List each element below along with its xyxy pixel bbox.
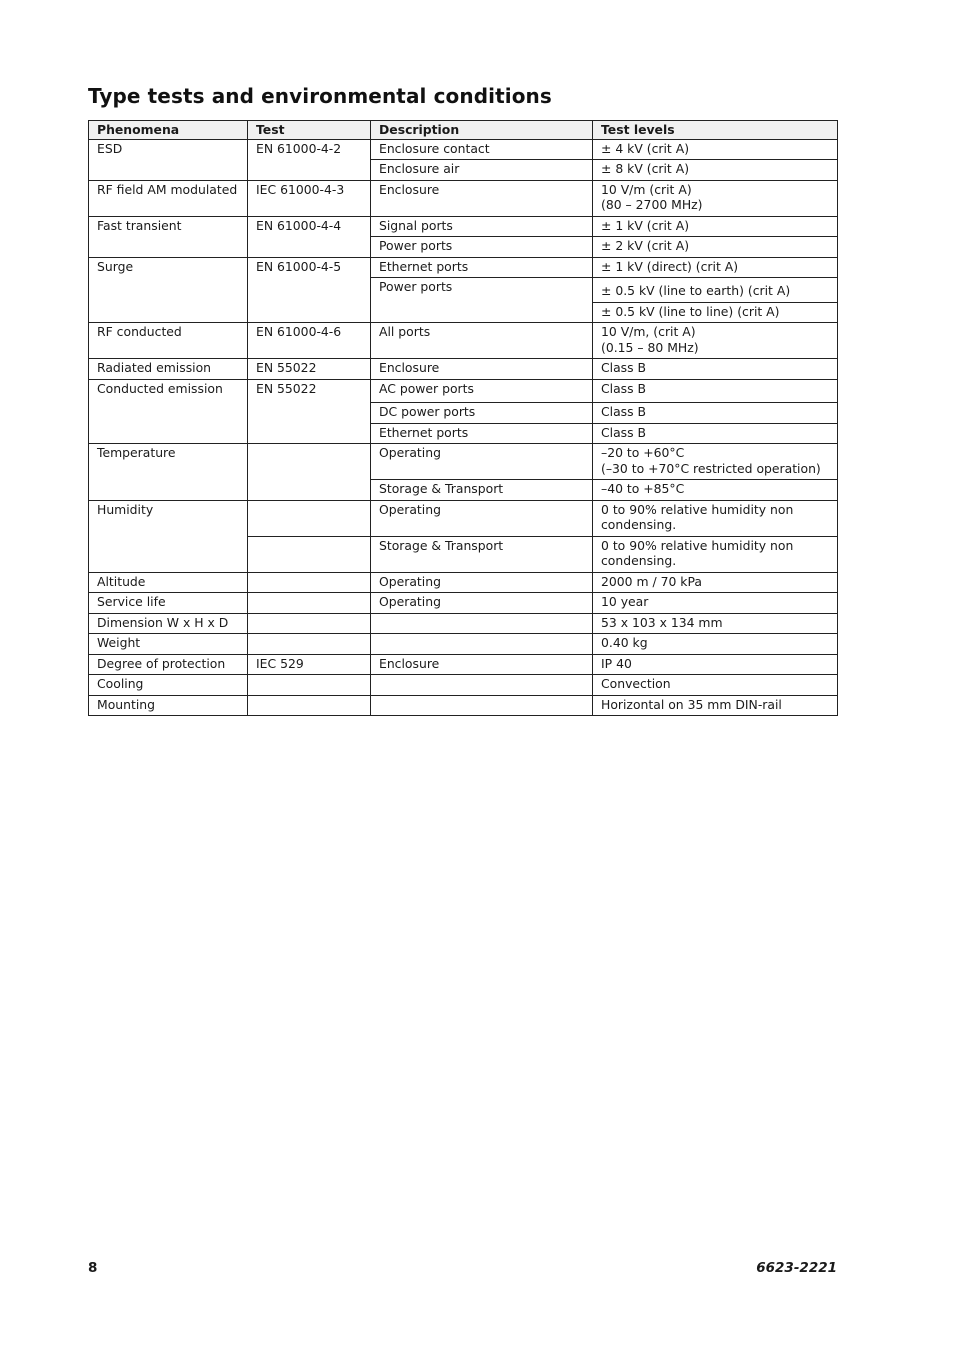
- description-cell: Ethernet ports: [371, 423, 593, 444]
- table-row: [89, 675, 838, 696]
- test-level-cell: ± 1 kV (crit A): [593, 216, 838, 237]
- table-row: [89, 359, 838, 380]
- header-row: [89, 121, 838, 140]
- test-level-cell: 53 x 103 x 134 mm: [593, 613, 838, 634]
- header-test-levels: Test levels: [593, 121, 838, 140]
- description-cell: [371, 695, 593, 716]
- test-cell: [248, 500, 371, 536]
- test-cell: [248, 593, 371, 614]
- test-level-cell: ± 0.5 kV (line to line) (crit A): [593, 302, 838, 323]
- table-row: [89, 216, 838, 237]
- test-level-cell: Class B: [593, 403, 838, 424]
- description-cell: Power ports: [371, 278, 593, 323]
- test-cell: EN 55022: [248, 359, 371, 380]
- test-level-cell: 10 year: [593, 593, 838, 614]
- phenomena-cell: Humidity: [89, 500, 248, 572]
- description-cell: Enclosure contact: [371, 139, 593, 160]
- table-row: [89, 572, 838, 593]
- document-number: 6623-2221: [756, 1260, 837, 1276]
- test-level-cell: ± 2 kV (crit A): [593, 237, 838, 258]
- description-cell: Operating: [371, 572, 593, 593]
- test-level-cell: Horizontal on 35 mm DIN-rail: [593, 695, 838, 716]
- description-cell: Enclosure: [371, 180, 593, 216]
- table-row: [89, 613, 838, 634]
- test-cell: IEC 61000-4-3: [248, 180, 371, 216]
- description-cell: Enclosure: [371, 359, 593, 380]
- description-cell: Storage & Transport: [371, 480, 593, 501]
- table-row: [89, 379, 838, 403]
- test-level-cell: Class B: [593, 379, 838, 403]
- test-cell: [248, 634, 371, 655]
- test-cell: EN 61000-4-5: [248, 257, 371, 323]
- phenomena-cell: ESD: [89, 139, 248, 180]
- page-number: 8: [88, 1260, 98, 1276]
- test-level-cell: ± 4 kV (crit A): [593, 139, 838, 160]
- test-level-cell: 10 V/m (crit A) (80 – 2700 MHz): [593, 180, 838, 216]
- test-cell: EN 61000-4-2: [248, 139, 371, 180]
- test-level-cell: 2000 m / 70 kPa: [593, 572, 838, 593]
- description-cell: [371, 634, 593, 655]
- page-title: Type tests and environmental conditions: [88, 84, 552, 108]
- phenomena-cell: Temperature: [89, 444, 248, 501]
- description-cell: Signal ports: [371, 216, 593, 237]
- description-cell: AC power ports: [371, 379, 593, 403]
- test-level-cell: Class B: [593, 423, 838, 444]
- test-cell: EN 61000-4-4: [248, 216, 371, 257]
- phenomena-cell: Degree of protection: [89, 654, 248, 675]
- phenomena-cell: Surge: [89, 257, 248, 323]
- description-cell: DC power ports: [371, 403, 593, 424]
- test-cell: [248, 613, 371, 634]
- test-cell: EN 55022: [248, 379, 371, 444]
- header-test: Test: [248, 121, 371, 140]
- test-cell: EN 61000-4-6: [248, 323, 371, 359]
- phenomena-cell: Radiated emission: [89, 359, 248, 380]
- phenomena-cell: RF conducted: [89, 323, 248, 359]
- table-row: [89, 139, 838, 160]
- phenomena-cell: Weight: [89, 634, 248, 655]
- description-cell: Operating: [371, 500, 593, 536]
- type-tests-table: [88, 120, 838, 716]
- description-cell: Operating: [371, 593, 593, 614]
- test-level-cell: 0 to 90% relative humidity non condensing.: [593, 536, 838, 572]
- description-cell: [371, 675, 593, 696]
- table-row: [89, 593, 838, 614]
- description-cell: Ethernet ports: [371, 257, 593, 278]
- test-level-cell: Convection: [593, 675, 838, 696]
- description-cell: Power ports: [371, 237, 593, 258]
- header-description: Description: [371, 121, 593, 140]
- phenomena-cell: Fast transient: [89, 216, 248, 257]
- header-phenomena: Phenomena: [89, 121, 248, 140]
- description-cell: Operating: [371, 444, 593, 480]
- test-cell: [248, 444, 371, 501]
- test-cell: IEC 529: [248, 654, 371, 675]
- description-cell: Enclosure air: [371, 160, 593, 181]
- test-cell: [248, 572, 371, 593]
- description-cell: All ports: [371, 323, 593, 359]
- table-row: [89, 180, 838, 216]
- description-cell: Storage & Transport: [371, 536, 593, 572]
- table-row: [89, 323, 838, 359]
- test-level-cell: 0.40 kg: [593, 634, 838, 655]
- test-level-cell: –40 to +85°C: [593, 480, 838, 501]
- test-cell: [248, 695, 371, 716]
- test-level-cell: 0 to 90% relative humidity non condensing.: [593, 500, 838, 536]
- table-row: [89, 634, 838, 655]
- test-cell: [248, 675, 371, 696]
- phenomena-cell: Altitude: [89, 572, 248, 593]
- phenomena-cell: RF field AM modulated: [89, 180, 248, 216]
- test-level-cell: Class B: [593, 359, 838, 380]
- table-row: [89, 500, 838, 536]
- test-level-cell: ± 8 kV (crit A): [593, 160, 838, 181]
- table-row: [89, 257, 838, 278]
- test-cell: [248, 536, 371, 572]
- description-cell: [371, 613, 593, 634]
- phenomena-cell: Cooling: [89, 675, 248, 696]
- test-level-cell: ± 1 kV (direct) (crit A): [593, 257, 838, 278]
- table-row: [89, 695, 838, 716]
- phenomena-cell: Dimension W x H x D: [89, 613, 248, 634]
- test-level-cell: ± 0.5 kV (line to earth) (crit A): [593, 278, 838, 303]
- table-row: [89, 444, 838, 480]
- phenomena-cell: Conducted emission: [89, 379, 248, 444]
- phenomena-cell: Service life: [89, 593, 248, 614]
- table-row: [89, 654, 838, 675]
- test-level-cell: 10 V/m, (crit A) (0.15 – 80 MHz): [593, 323, 838, 359]
- test-level-cell: IP 40: [593, 654, 838, 675]
- phenomena-cell: Mounting: [89, 695, 248, 716]
- description-cell: Enclosure: [371, 654, 593, 675]
- test-level-cell: –20 to +60°C (–30 to +70°C restricted operation): [593, 444, 838, 480]
